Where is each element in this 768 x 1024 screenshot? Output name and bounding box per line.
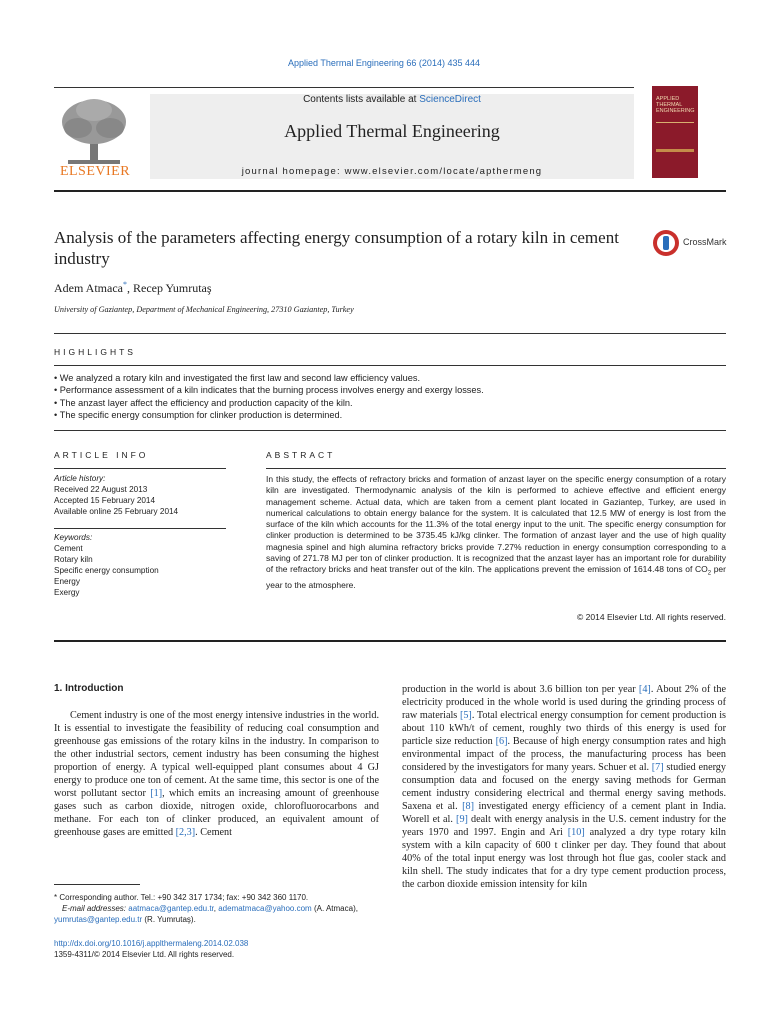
cover-band <box>656 149 694 152</box>
citation-link[interactable]: [6] <box>495 736 508 747</box>
highlights-list <box>54 372 726 422</box>
intro-text: studied energy consumption data and focused on the energy saving methods for German cement industry considering electrical and thermal energy saving methods. Saxena et al. <box>402 762 726 812</box>
intro-text: . About 2% of the electricity produced in the whole world is used during the grinding process of raw materials <box>402 684 726 721</box>
author-separator: , <box>126 281 133 295</box>
author-line <box>54 280 212 296</box>
intro-text: . Because of high energy consumption rates and high environmental impact of the process, the manufacturing process has been considered by the investigators for many years. Schuer et al. <box>402 736 726 773</box>
intro-column-left <box>54 709 379 839</box>
issn-line: 1359-4311/© 2014 Elsevier Ltd. All rights reserved. <box>54 950 235 959</box>
keywords-label: Keywords: <box>54 533 93 542</box>
highlights-heading: HIGHLIGHTS <box>54 347 136 357</box>
intro-text: Cement industry is one of the most energy intensive industries in the world. It is essential to investigate the feasibility of reducing coal consumption and greenhouse gas emissions of the rotary kilns in the industry. In comparison to the other industrial sectors, cement industry has been consuming the highest proportion of energy. A typical well-equipped plant consumes about 4 GJ energy to produce one ton of cement. At the same time, this sector is one of the worst pollutant sector <box>54 710 379 799</box>
article-title: Analysis of the parameters affecting energy consumption of a rotary kiln in cement industry <box>54 228 619 268</box>
email-owner: (A. Atmaca), <box>311 904 358 913</box>
cover-divider <box>656 122 694 123</box>
email-owner: (R. Yumrutaş). <box>142 915 196 924</box>
footnote-rule <box>54 884 140 885</box>
citation-link[interactable]: [9] <box>456 814 468 825</box>
intro-text: investigated energy efficiency of a cement plant in India. Worell et al. <box>402 801 726 825</box>
cover-title: APPLIED THERMAL ENGINEERING <box>656 96 695 114</box>
article-info-rule <box>54 528 226 529</box>
highlight-item: • We analyzed a rotary kiln and investigated the first law and second law efficiency values. <box>54 372 726 384</box>
publisher-name: ELSEVIER <box>59 164 131 179</box>
journal-cover[interactable] <box>652 86 698 178</box>
subscript: 2 <box>707 571 712 578</box>
crossmark-icon <box>652 229 680 257</box>
intro-text: , which emits an increasing amount of greenhouse gases such as carbon dioxide, nitrogen oxide, chlorofluorocarbons and methane. For each ton of clinker produced, an equivalent amount of greenhouse gases are emitted <box>54 788 379 838</box>
email-link[interactable]: adematmaca@yahoo.com <box>218 904 312 913</box>
header-rule <box>54 190 726 192</box>
author-name[interactable]: Recep Yumrutaş <box>132 281 212 295</box>
top-rule <box>54 87 634 88</box>
keywords <box>54 533 226 598</box>
footnote <box>54 892 384 925</box>
section-rule <box>54 430 726 431</box>
body-rule <box>54 640 726 642</box>
section-heading: 1. Introduction <box>54 683 124 694</box>
keyword[interactable]: Energy <box>54 576 80 586</box>
author-name[interactable]: Adem Atmaca <box>54 281 123 295</box>
highlights-rule <box>54 365 726 366</box>
journal-homepage <box>150 166 634 177</box>
homepage-link[interactable]: www.elsevier.com/locate/apthermeng <box>344 166 543 177</box>
elsevier-logo[interactable] <box>52 90 138 184</box>
email-label: E-mail addresses: <box>62 904 129 913</box>
contents-line <box>150 94 634 105</box>
abstract-copyright: © 2014 Elsevier Ltd. All rights reserved. <box>577 612 726 622</box>
history-label: Article history: <box>54 474 106 483</box>
keyword[interactable]: Specific energy consumption <box>54 565 159 575</box>
keyword[interactable]: Cement <box>54 543 83 553</box>
article-history <box>54 474 226 518</box>
highlight-item: • The anzast layer affect the efficiency and production capacity of the kiln. <box>54 397 726 409</box>
citation-link[interactable]: [7] <box>651 762 664 773</box>
highlight-item: • Performance assessment of a kiln indicates that the burning process involves energy and exergy losses. <box>54 384 726 396</box>
email-link[interactable]: aatmaca@gantep.edu.tr <box>128 904 214 913</box>
footnote-text: Corresponding author. Tel.: +90 342 317 1734; fax: +90 342 360 1170. <box>57 893 309 902</box>
keyword[interactable]: Rotary kiln <box>54 554 93 564</box>
intro-column-right <box>402 683 726 891</box>
received-date: Received 22 August 2013 <box>54 484 148 494</box>
accepted-date: Accepted 15 February 2014 <box>54 495 156 505</box>
corresponding-mark[interactable]: * <box>122 280 127 289</box>
citation-link[interactable]: [1] <box>150 788 163 799</box>
sciencedirect-link[interactable]: ScienceDirect <box>419 94 481 105</box>
abstract-body: In this study, the effects of refractory bricks and formation of anzast layer on the specific energy consumption of a rotary kiln are investigated. Thermodynamic analysis of the kiln is performed to achieve effective and efficient energy management scheme. Actual data, which are taken from a cement plant located in Gaziantep, Turkey, are used in numerical calculations to obtain energy balance for the system. It is calculated that 12.5 MW of energy is lost from the surface of the kiln which accounts for the 11.3% of the total energy input to the unit. The specific energy consumption for clinker production is determined to be 3735.45 kJ/kg clinker. The formation of anzast layer and the use of high quality magnesia spinel and high alumina refractory bricks provide 7.27% reduction in energy consumption corresponding to a saving of 271.78 MJ per ton of clinker production. It is recognized that the anzast layer has an important role for durability of the refractory bricks and heat transfer out of the kiln. The applications prevent the emission of 1614.48 tons of CO <box>266 474 726 575</box>
section-rule <box>54 333 726 334</box>
intro-text: production in the world is about 3.6 billion ton per year <box>402 684 639 695</box>
crossmark-badge[interactable] <box>652 229 726 259</box>
journal-reference[interactable]: Applied Thermal Engineering 66 (2014) 435 444 <box>288 58 480 68</box>
email-link[interactable]: yumrutas@gantep.edu.tr <box>54 915 143 924</box>
intro-text: . Cement <box>195 827 232 838</box>
citation-link[interactable]: [4] <box>638 684 651 695</box>
citation-link[interactable]: [8] <box>462 801 475 812</box>
abstract-rule <box>266 468 726 469</box>
intro-text: analyzed a dry type rotary kiln system with a kiln capacity of 600 t clinker per day. They found that about 40% of the total input energy was lost through hot flue gas, cooler stack and kiln shell. The study indicates that for a dry type cement production process, the carbon dioxide emission intensity for kiln <box>402 827 727 890</box>
article-info-rule <box>54 468 226 469</box>
intro-text: . Total electrical energy consumption for cement production is about 110 kWh/t of cement, roughly two thirds of this energy is used for particle size reduction <box>402 710 726 747</box>
citation-link[interactable]: [5] <box>459 710 472 721</box>
footnote-mark: * <box>54 893 58 902</box>
doi-link[interactable]: http://dx.doi.org/10.1016/j.applthermaleng.2014.02.038 <box>54 939 249 948</box>
homepage-prefix: journal homepage: <box>241 166 345 177</box>
intro-text: dealt with energy analysis in the U.S. cement industry for the years 1970 and 1997. Engin and Ari <box>402 814 726 838</box>
highlight-item: • The specific energy consumption for clinker production is determined. <box>54 409 726 421</box>
doi-block <box>54 938 384 960</box>
contents-prefix: Contents lists available at <box>303 94 420 105</box>
article-info-heading: ARTICLE INFO <box>54 450 149 460</box>
affiliation: University of Gaziantep, Department of Mechanical Engineering, 27310 Gaziantep, Turkey <box>54 305 354 314</box>
crossmark-label: CrossMark <box>683 237 727 247</box>
email-separator: , <box>213 904 219 913</box>
online-date: Available online 25 February 2014 <box>54 506 179 516</box>
journal-title: Applied Thermal Engineering <box>284 121 500 141</box>
abstract-text <box>266 474 726 592</box>
keyword[interactable]: Exergy <box>54 587 80 597</box>
citation-link[interactable]: [10] <box>567 827 585 838</box>
abstract-body-end: per year to the atmosphere. <box>266 564 726 591</box>
abstract-heading: ABSTRACT <box>266 450 336 460</box>
citation-link[interactable]: [2,3] <box>175 827 196 838</box>
